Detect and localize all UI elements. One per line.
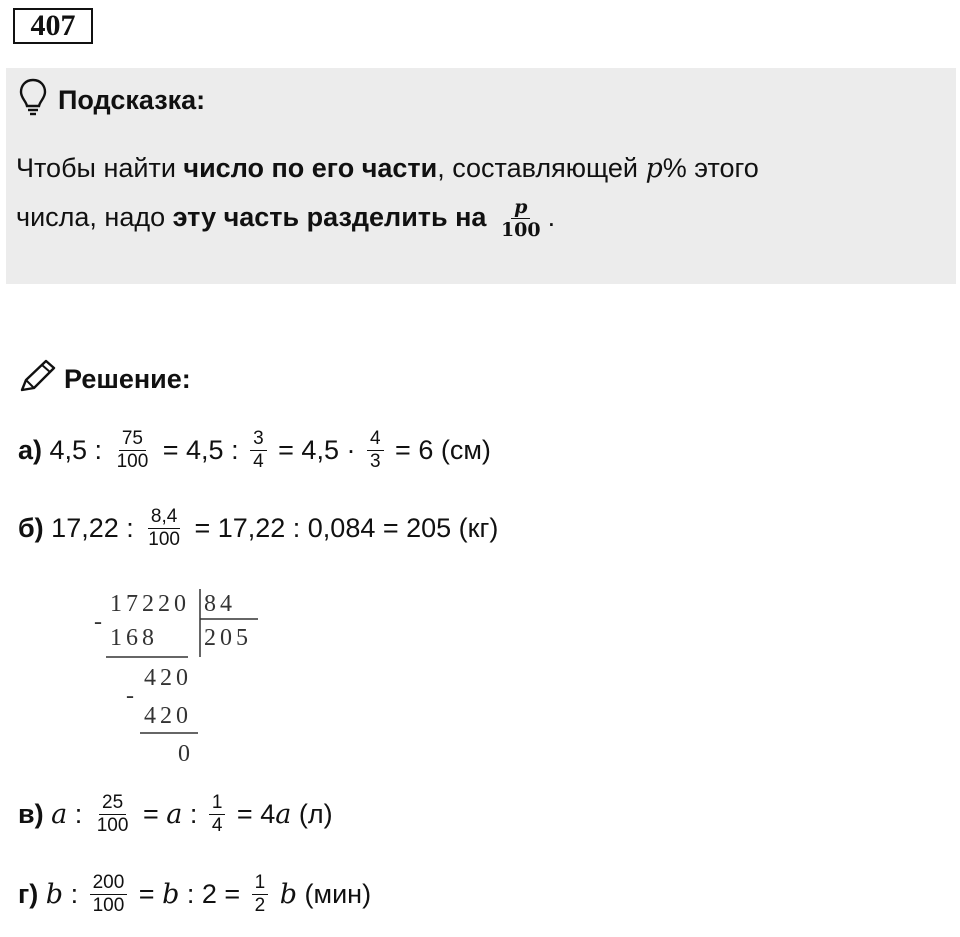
hint-bold-1: число по его части (183, 153, 438, 183)
division-remainder: 0 (178, 741, 190, 767)
svg-text:-: - (126, 683, 134, 709)
solution-line-a: а) 4,5 : $\frac{75}{100}$ = 4,5 : $\frac{3}{4}$ = 4,5 · $\frac{4}{3}$ = 6 (см) (18, 428, 491, 472)
hint-text: Чтобы найти число по его части, составляющей p% этого числа, надо эту часть разделить на $\frac{p}{100}$ . (16, 153, 759, 242)
long-division (80, 585, 280, 770)
pencil-icon (18, 358, 58, 401)
solution-line-b: б) 17,22 : $\frac{8,4}{100}$ = 17,22 : 0,084 = 205 (кг) (18, 506, 499, 550)
solution-line-c: в) a : $\frac{25}{100}$ = a : $\frac{1}{4}$ = 4 a (л) (18, 792, 333, 836)
hint-bold-2: эту часть разделить на (172, 202, 487, 232)
task-number: 407 (13, 8, 93, 44)
division-dividend: 17220 (110, 591, 190, 617)
division-remainder-1: 420 (144, 665, 192, 691)
hint-title: Подсказка: (58, 85, 206, 115)
solution-header (18, 358, 191, 401)
division-sub-1: 168 (110, 625, 158, 651)
solution-title: Решение: (64, 364, 191, 394)
division-sub-2: 420 (144, 703, 192, 729)
hint-header (18, 78, 205, 123)
svg-text:-: - (94, 609, 102, 635)
division-divisor: 84 (204, 591, 236, 617)
lightbulb-icon (18, 78, 48, 123)
solution-line-d: г) b : $\frac{200}{100}$ = b : 2 = $\frac{1}{2}$ b (мин) (18, 872, 372, 916)
fraction-p-over-100: $\frac{p}{100}$ (500, 196, 541, 242)
division-quotient: 205 (204, 625, 252, 651)
